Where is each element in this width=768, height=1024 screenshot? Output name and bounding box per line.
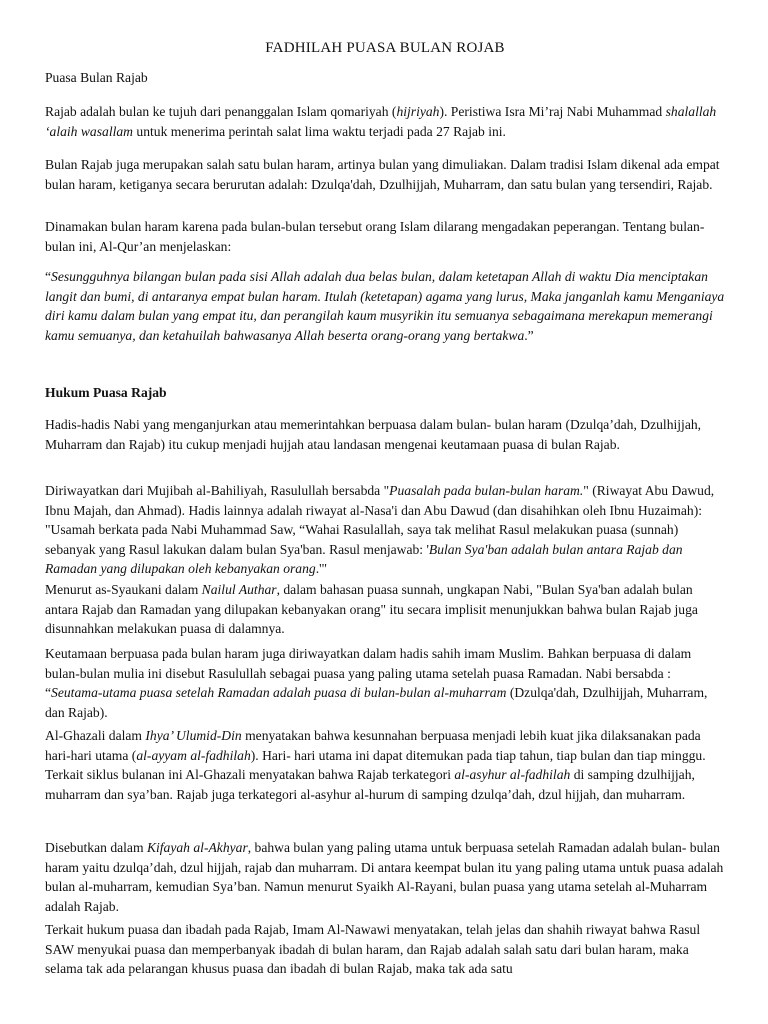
text-run-italic: Kifayah al-Akhyar: [146, 840, 248, 855]
paragraph-diriwayatkan: [45, 481, 725, 579]
quote-close-mark: .”: [524, 327, 534, 343]
text-run: , dalam bahasan puasa sunnah, ungkapan Nabi, "Bulan Sya'ban adalah bulan antara Rajab dan Ramadan yang dilupakan kebanyakan orang" itu secara implisit menunjukkan bahwa bulan Rajab juga disunnahkan melakukan puasa di dalamnya.: [45, 582, 698, 636]
paragraph-keutamaan: [45, 644, 725, 722]
text-run: untuk menerima perintah salat lima waktu terjadi pada 27 Rajab ini.: [133, 123, 506, 139]
text-run: Al-Ghazali dalam: [45, 728, 146, 743]
text-run-italic: shalallah ‘alaih wasallam: [45, 104, 717, 139]
quote-text: Sesungguhnya bilangan bulan pada sisi Allah adalah dua belas bulan, dalam ketetapan Allah di waktu Dia menciptakan langit dan bumi, di antaranya empat bulan haram. Itulah (ketetapan) agama yang lurus, Maka janganlah kamu Menganiaya diri kamu dalam bulan yang empat itu, dan perangilah kaum musyrikin itu semuanya sebagaimana merekapun memerangi kamu semuanya, dan ketahuilah bahwasanya Allah beserta orang-orang yang bertakwa: [45, 269, 725, 343]
paragraph-kifayah: [45, 838, 725, 916]
text-run-italic: al-asyhur al-fadhilah: [454, 767, 571, 782]
text-run: Menurut as-Syaukani dalam: [45, 582, 202, 597]
text-run-italic: hijriyah: [396, 104, 440, 119]
paragraph-bulan-haram: Bulan Rajab juga merupakan salah satu bulan haram, artinya bulan yang dimuliakan. Dalam tradisi Islam dikenal ada empat bulan haram, ketiganya secara berurutan adalah: Dzulqa'dah, Dzulhijjah, Muharram, dan satu bulan yang tersendiri, Rajab.: [45, 157, 720, 192]
paragraph-nawawi: Terkait hukum puasa dan ibadah pada Rajab, Imam Al-Nawawi menyatakan, telah jelas dan shahih riwayat bahwa Rasul SAW menyukai puasa dan memperbanyak ibadah di bulan haram, dan Rajab adalah salah satu dari bulan haram, maka selama tak ada pelarangan khusus puasa dan ibadah di bulan Rajab, maka tak ada satu: [45, 922, 701, 976]
text-run-italic: Ihya’ Ulumid-Din: [145, 728, 242, 743]
text-run: Diriwayatkan dari Mujibah al-Bahiliyah, Rasulullah bersabda ": [45, 483, 390, 498]
text-run: Keutamaan berpuasa pada bulan haram juga diriwayatkan dalam hadis sahih imam Muslim. Bahkan berpuasa di dalam bulan-bulan mulia ini disebut Rasulullah sebagai puasa yang paling utama setelah puasa Ramadan. Nabi bersabda : “: [45, 646, 692, 700]
text-run-italic: Bulan Sya'ban adalah bulan antara Rajab dan Ramadan yang dilupakan oleh kebanyakan orang: [45, 541, 683, 576]
paragraph-intro: [45, 102, 725, 141]
text-run: ). Hari- hari utama ini dapat ditemukan pada tiap tahun, tiap bulan dan tiap minggu. Terkait siklus bulanan ini Al-Ghazali menyatakan bahwa Rajab terkategori: [45, 747, 706, 782]
section-subtitle: Puasa Bulan Rajab: [45, 70, 148, 85]
text-run-italic: Seutama-utama puasa setelah Ramadan adalah puasa di bulan-bulan al-muharram: [51, 685, 507, 700]
paragraph-syaukani: [45, 580, 725, 639]
text-run: " (Riwayat Abu Dawud, Ibnu Majah, dan Ahmad). Hadis lainnya adalah riwayat al-Nasa'i dan Abu Dawud (dan disahihkan oleh Ibnu Huzaimah): "Usamah berkata pada Nabi Muhammad Saw, “Wahai Rasulallah, saya tak melihat Rasul melakukan puasa (sunnah) sebanyak yang Rasul lakukan dalam bulan Sya'ban. Rasul menjawab: ': [45, 483, 715, 557]
text-run: di samping dzulhijjah, muharram dan sya’ban. Rajab juga terkategori al-asyhur al-hurum di samping dzulqa’dah, dzul hijjah, dan muharram.: [45, 767, 695, 802]
quote-open-mark: “: [45, 269, 52, 284]
text-run-italic: Nailul Authar: [201, 582, 277, 597]
quran-quote: [45, 267, 725, 345]
document-title: FADHILAH PUASA BULAN ROJAB: [265, 40, 505, 56]
section-heading: Hukum Puasa Rajab: [45, 385, 167, 400]
text-run: menyatakan bahwa kesunnahan berpuasa menjadi lebih kuat jika dilaksanakan pada hari-hari utama (: [45, 728, 701, 763]
paragraph-ghazali: [45, 726, 725, 804]
text-run: Rajab adalah bulan ke tujuh dari penanggalan Islam qomariyah (: [45, 104, 397, 119]
text-run-italic: Puasalah pada bulan-bulan haram.: [389, 483, 584, 498]
text-run: , bahwa bulan yang paling utama untuk berpuasa setelah Ramadan adalah bulan- bulan haram yaitu dzulqa’dah, dzul hijjah, rajab dan muharram. Di antara keempat bulan itu yang paling utama untuk puasa adalah bulan al-muharram, kemudian Sya’ban. Namun menurut Syaikh Al-Rayani, bulan puasa yang utama setelah al-Muharram adalah Rajab.: [45, 840, 724, 914]
paragraph-hadis: Hadis-hadis Nabi yang menganjurkan atau memerintahkan berpuasa dalam bulan- bulan haram (Dzulqa’dah, Dzulhijjah, Muharram dan Rajab) itu cukup menjadi hujjah atau landasan mengenai keutamaan puasa di bulan Rajab.: [45, 417, 702, 452]
paragraph-dinamakan: Dinamakan bulan haram karena pada bulan-bulan tersebut orang Islam dilarang mengadakan peperangan. Tentang bulan-bulan ini, Al-Qur’an menjelaskan:: [45, 219, 705, 254]
text-run: Disebutkan dalam: [45, 840, 147, 855]
text-run: ). Peristiwa Isra Mi’raj Nabi Muhammad: [439, 104, 666, 119]
text-run-italic: al-ayyam al-fadhilah: [136, 747, 251, 763]
text-run: .'": [315, 561, 328, 576]
text-run: (Dzulqa'dah, Dzulhijjah, Muharram, dan Rajab).: [45, 685, 708, 720]
